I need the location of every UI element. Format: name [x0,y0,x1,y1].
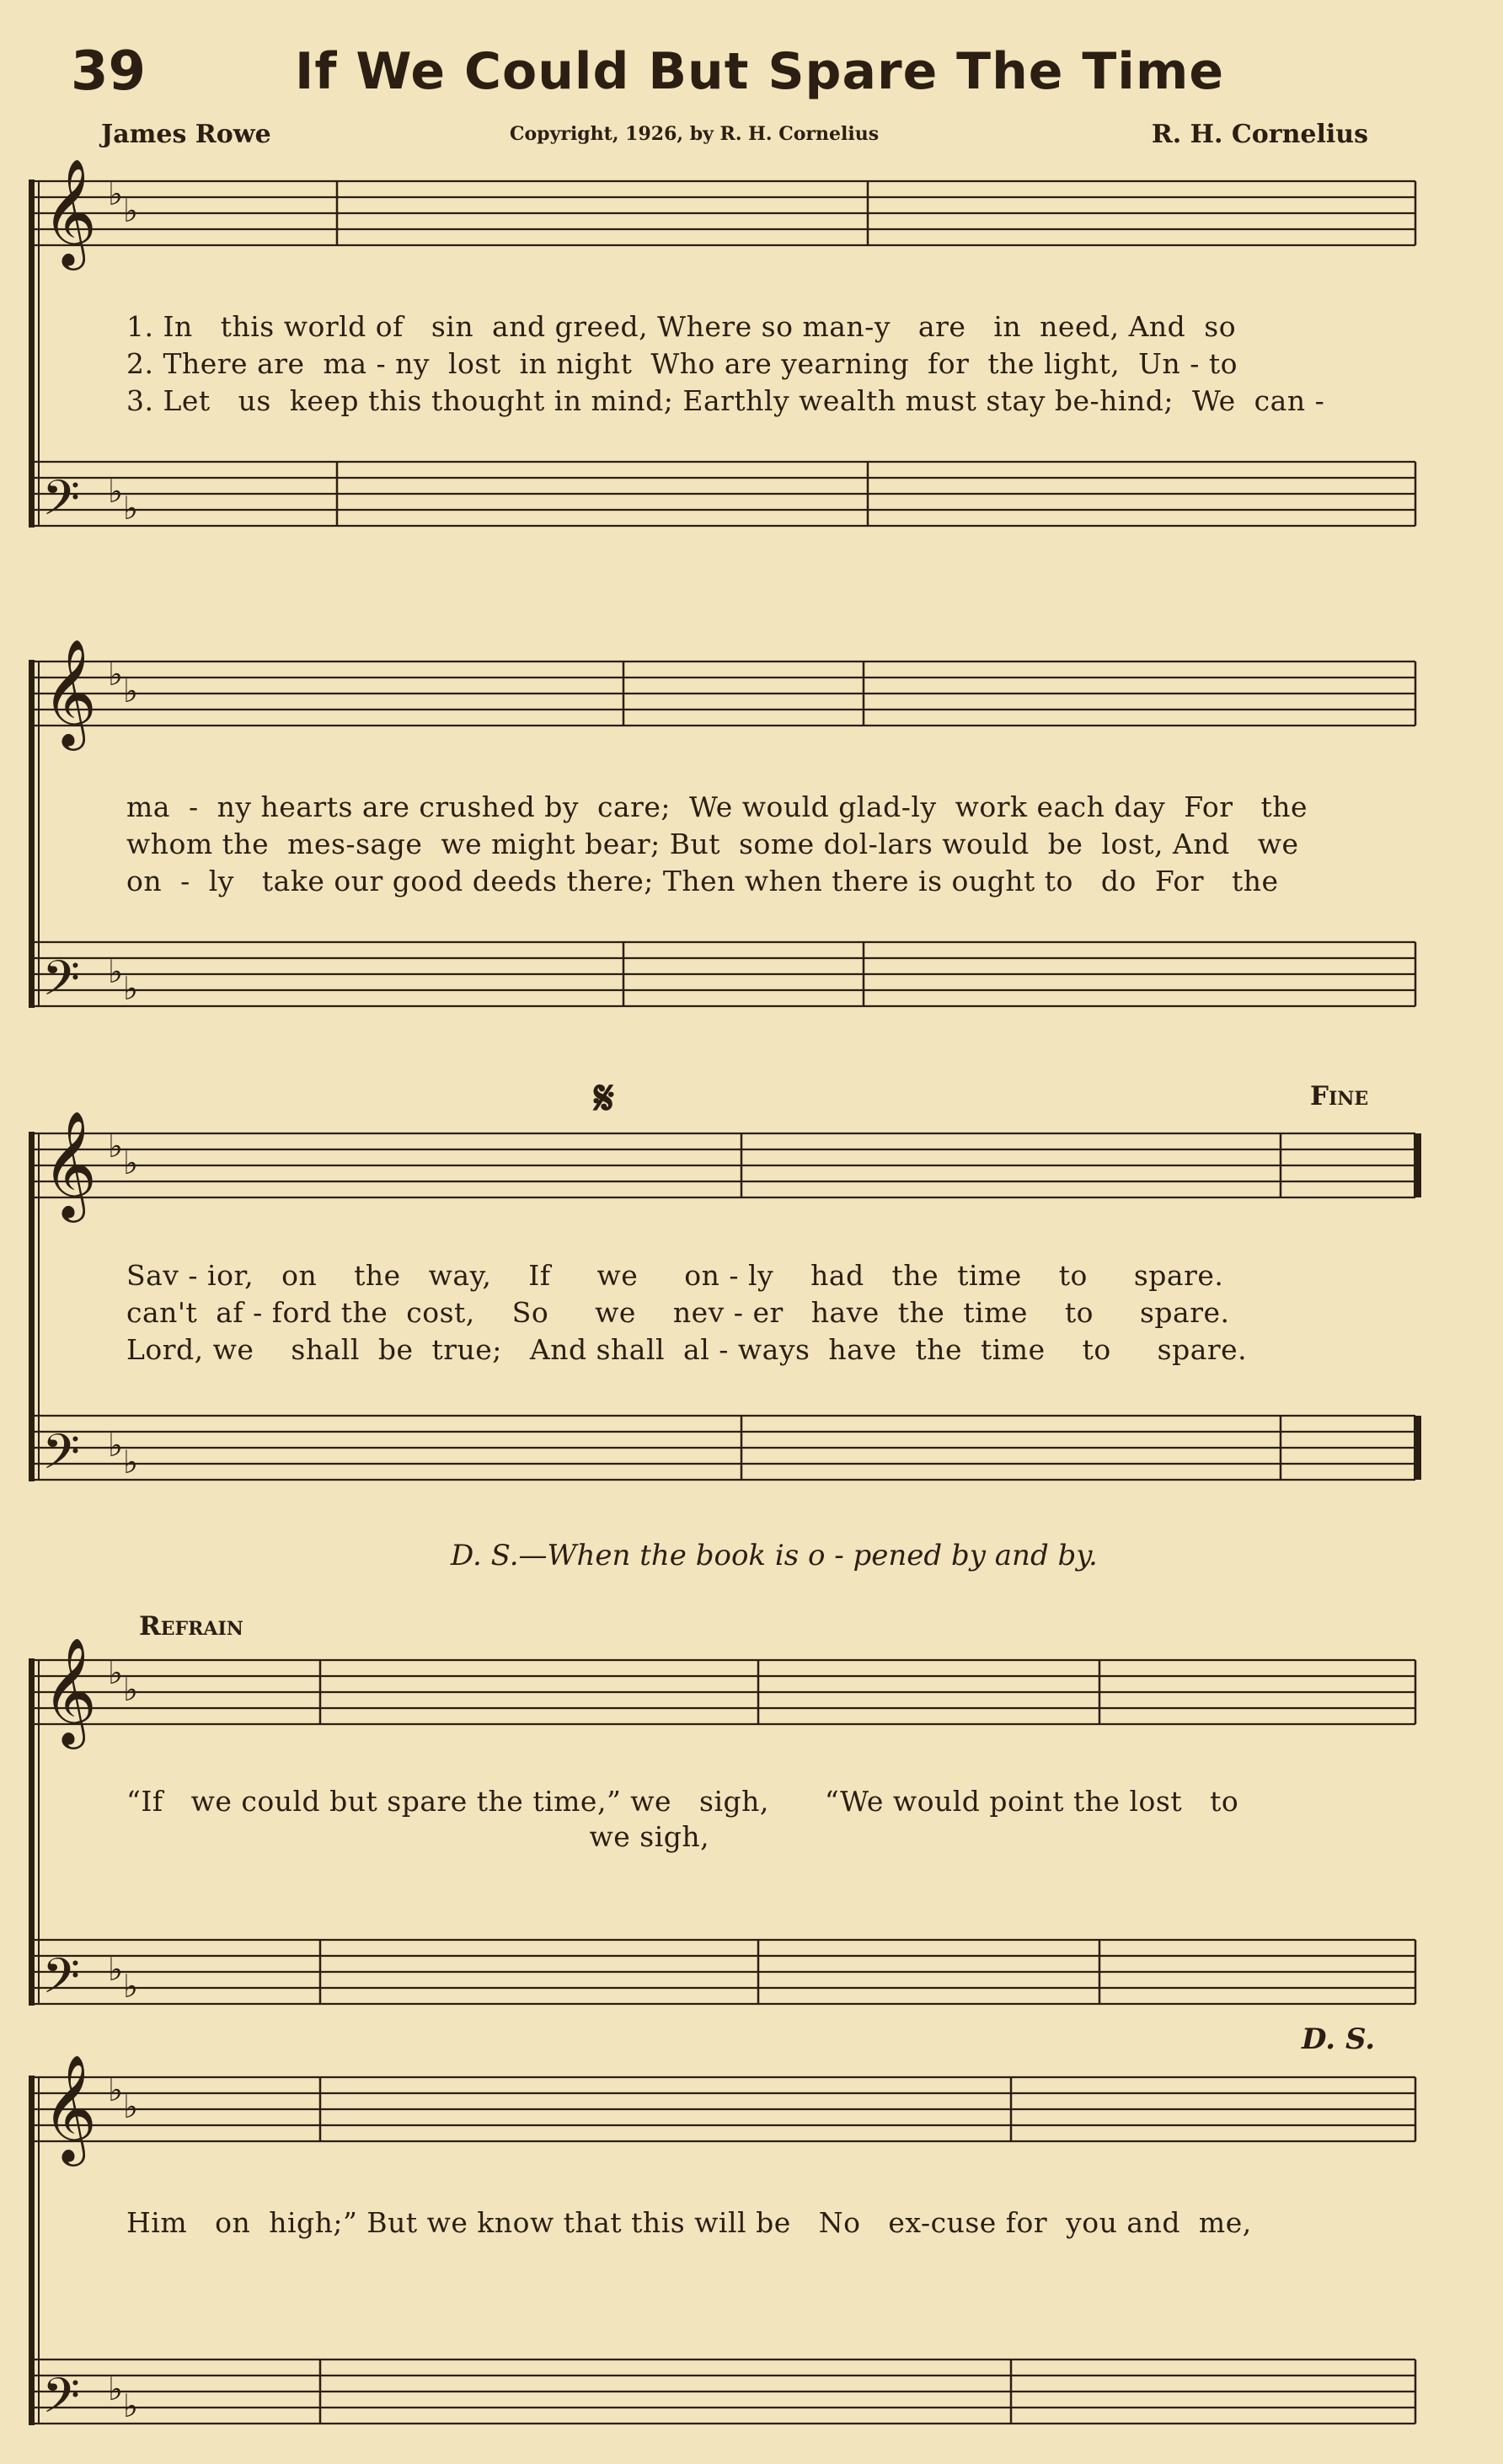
flat-key-signature: ♭ [108,953,123,990]
treble-clef: 𝄞 [42,2054,98,2161]
flat-key-signature: ♭ [123,2387,138,2424]
lyric-line: we sigh, [126,1820,710,1853]
lyric-line: Lord, we shall be true; And shall al - ways have the time to spare. [126,1333,1248,1366]
lyric-line: 2. There are ma - ny lost in night Who are yearning for the light, Un - to [126,347,1238,380]
flat-key-signature: ♭ [108,1654,123,1691]
composer-credit: R. H. Cornelius [1151,120,1368,149]
flat-key-signature: ♭ [123,1144,138,1181]
flat-key-signature: ♭ [123,970,138,1007]
author-credit: James Rowe [101,120,271,149]
lyric-line: 3. Let us keep this thought in mind; Earthly wealth must stay be-hind; We can - [126,384,1325,417]
system-brace [29,660,35,1008]
ds-marker: D. S. [1302,2022,1376,2056]
lyric-line: on - ly take our good deeds there; Then when there is ought to do For the [126,865,1279,897]
treble-clef: 𝄞 [42,1110,98,1218]
flat-key-signature: ♭ [123,1671,138,1708]
refrain-label: Refrain [139,1611,243,1642]
flat-key-signature: ♭ [108,175,123,212]
bass-clef: 𝄢 [42,950,81,1019]
flat-key-signature: ♭ [108,656,123,693]
flat-key-signature: ♭ [123,672,138,710]
system-brace [29,1658,35,2006]
bass-clef: 𝄢 [42,2367,81,2436]
lyric-line: can't af - ford the cost, So we nev - er have the time to spare. [126,1296,1230,1329]
copyright-notice: Copyright, 1926, by R. H. Cornelius [510,123,880,145]
bass-clef: 𝄢 [42,1423,81,1492]
flat-key-signature: ♭ [108,1128,123,1165]
final-barline [1414,1416,1421,1480]
bass-clef: 𝄢 [42,469,81,538]
flat-key-signature: ♭ [108,1951,123,1988]
segno-sign: 𝄋 [594,1070,615,1126]
system-brace [29,1132,35,1481]
hymn-number: 39 [71,40,147,103]
system-brace [29,2076,35,2425]
lyric-line: Him on high;” But we know that this will be No ex-cuse for you and me, [126,2206,1252,2239]
flat-key-signature: ♭ [123,1444,138,1481]
flat-key-signature: ♭ [108,473,123,510]
treble-clef: 𝄞 [42,638,98,746]
flat-key-signature: ♭ [108,2071,123,2108]
flat-key-signature: ♭ [123,2088,138,2125]
flat-key-signature: ♭ [123,1968,138,2005]
lyric-line: whom the mes-sage we might bear; But some dol-lars would be lost, And we [126,828,1299,860]
flat-key-signature: ♭ [123,192,138,229]
flat-key-signature: ♭ [123,490,138,527]
flat-key-signature: ♭ [108,1427,123,1464]
hymn-title: If We Could But Spare The Time [295,42,1225,101]
fine-label: Fine [1310,1081,1369,1111]
flat-key-signature: ♭ [108,2370,123,2408]
treble-clef: 𝄞 [42,1636,98,1744]
lyric-line: 1. In this world of sin and greed, Where so man-y are in need, And so [126,310,1237,343]
final-barline [1414,1133,1421,1197]
lyric-line: ma - ny hearts are crushed by care; We would glad-ly work each day For the [126,790,1308,823]
treble-clef: 𝄞 [42,158,98,265]
system-brace [29,179,35,528]
lyric-line: “If we could but spare the time,” we sigh, “We would point the lost to [126,1785,1239,1818]
lyric-line: Sav - ior, on the way, If we on - ly had the time to spare. [126,1259,1224,1292]
bass-clef: 𝄢 [42,1947,81,2017]
ds-lyric-line: D. S.—When the book is o - pened by and by. [451,1539,1098,1572]
